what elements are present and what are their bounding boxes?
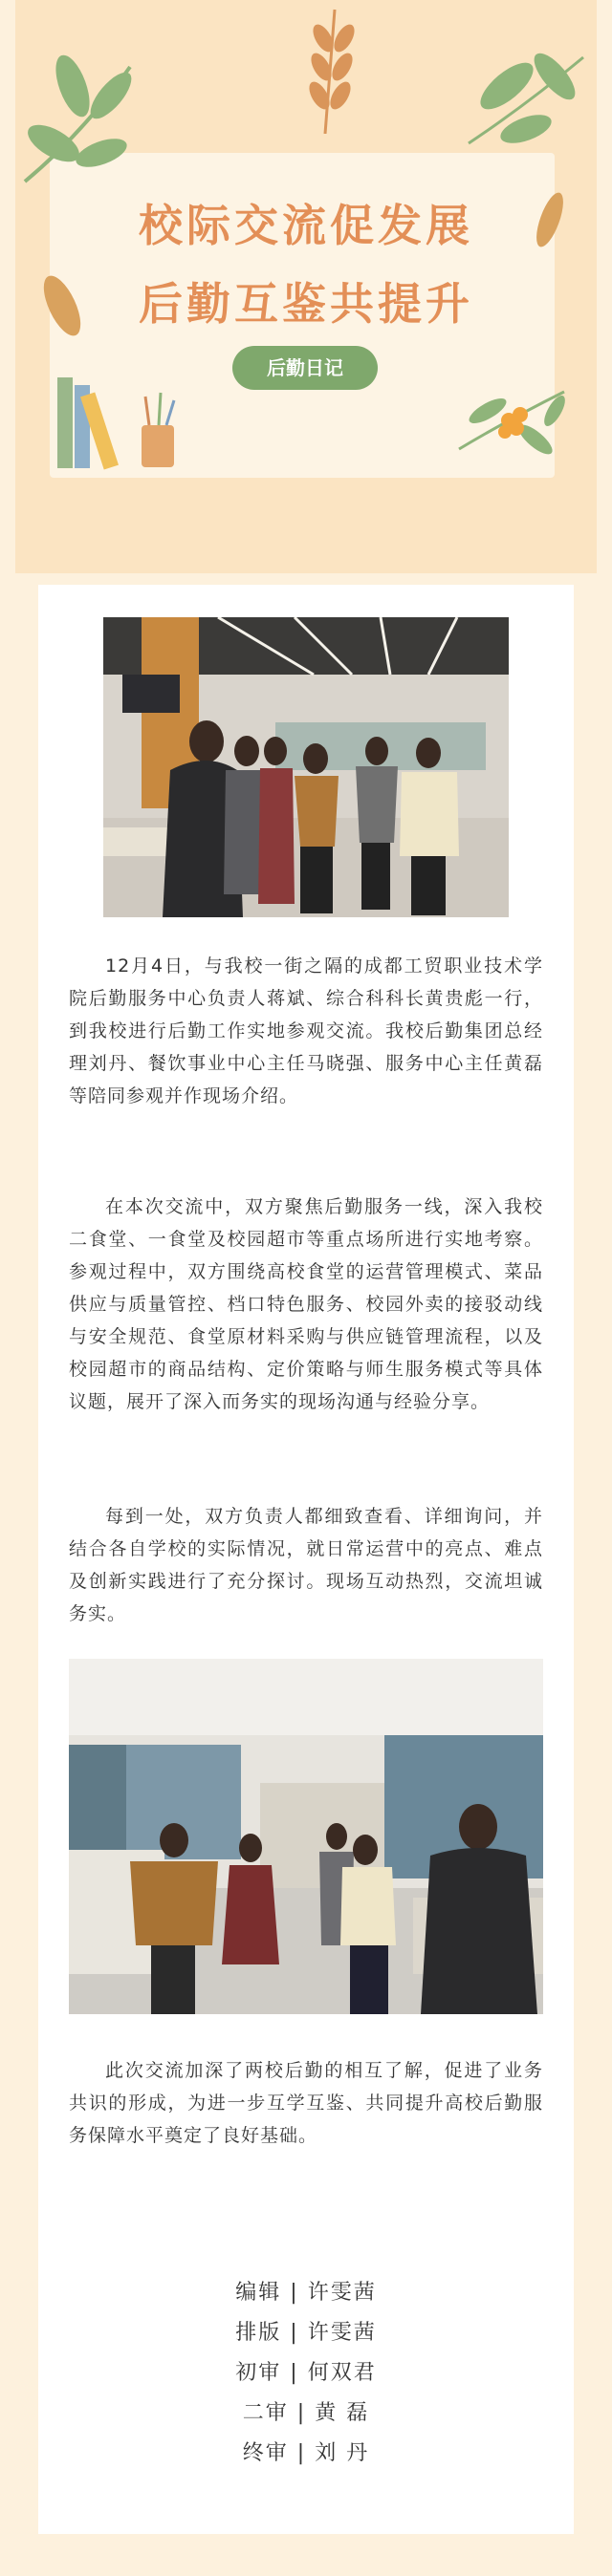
paragraph-2: 在本次交流中，双方聚焦后勤服务一线，深入我校二食堂、一食堂及校园超市等重点场所进行实地考察。参观过程中，双方围绕高校食堂的运营管理模式、菜品供应与质量管控、档口特色服务、校园外卖的接驳动线与安全规范、食堂原材料采购与供应链管理流程，以及校园超市的商品结构、定价策略与师生服务模式等具体议题，展开了深入而务实的现场沟通与经验分享。 bbox=[69, 1196, 543, 1412]
credit-first-review: 初审 | 何双君 bbox=[235, 2361, 377, 2385]
paragraph-1: 12月4日，与我校一街之隔的成都工贸职业技术学院后勤服务中心负责人蒋斌、综合科科长黄贵彪一行，到我校进行后勤工作实地参观交流。我校后勤集团总经理刘丹、餐饮事业中心主任马晓强、服务中心主任黄磊等陪同参观并作现场介绍。 bbox=[69, 955, 543, 1106]
paragraph-4: 此次交流加深了两校后勤的相互了解，促进了业务共识的形成，为进一步互学互鉴、共同提升高校后勤服务保障水平奠定了良好基础。 bbox=[69, 2060, 543, 2146]
books-icon bbox=[54, 368, 187, 473]
flower-branch-icon bbox=[449, 373, 574, 468]
page-title-line-1: 校际交流促发展 bbox=[139, 200, 473, 251]
paragraph-3: 每到一处，双方负责人都细致查看、详细询问，并结合各自学校的实际情况，就日常运营中的亮点、难点及创新实践进行了充分探讨。现场互动热烈，交流坦诚务实。 bbox=[69, 1506, 543, 1624]
credit-editor: 编辑 | 许雯茜 bbox=[235, 2281, 377, 2305]
category-tag: 后勤日记 bbox=[232, 346, 378, 390]
page-title-line-2: 后勤互鉴共提升 bbox=[139, 278, 473, 330]
visit-photo-canteen bbox=[103, 617, 509, 917]
credit-layout: 排版 | 许雯茜 bbox=[235, 2321, 377, 2345]
green-leaf-right-icon bbox=[459, 38, 593, 153]
credit-second-review: 二审 | 黄 磊 bbox=[242, 2401, 370, 2425]
credit-final-review: 终审 | 刘 丹 bbox=[242, 2441, 370, 2465]
wheat-icon bbox=[287, 0, 363, 134]
visit-photo-supermarket bbox=[69, 1659, 543, 2014]
green-leaf-branch-icon bbox=[15, 29, 159, 191]
